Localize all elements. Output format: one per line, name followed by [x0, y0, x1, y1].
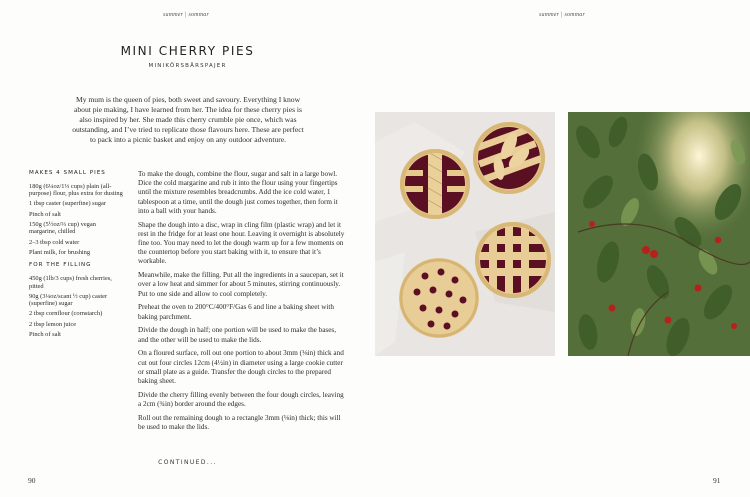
page-number-right: 91	[713, 476, 721, 485]
ingredients-column	[29, 170, 124, 341]
pie-lattice	[475, 222, 551, 298]
running-head: summer | sommar	[163, 12, 209, 18]
ingredient-item: 90g (3¼oz/scant ½ cup) caster (superfine) sugar	[29, 292, 108, 308]
recipe-title: MINI CHERRY PIES	[120, 44, 255, 58]
ingredient-item: Pinch of salt	[29, 330, 61, 338]
pie-leaves	[473, 122, 545, 194]
recipe-subtitle: MINIKÖRSBÄRSPAJER	[148, 63, 227, 69]
method-step: Preheat the oven to 200°C/400°F/Gas 6 and line a baking sheet with baking parchment.	[138, 303, 334, 321]
ingredients-list-filling	[29, 275, 124, 339]
right-page	[375, 0, 750, 497]
page-number-left: 90	[28, 476, 36, 485]
continued-label: CONTINUED...	[158, 459, 217, 466]
method-step: Shape the dough into a disc, wrap in cling film (plastic wrap) and let it rest in the fridge for at least one hour. Leaving it overnight is absolutely fine too. You may need to let the dough warm up for a few moments on the countertop before you start baking with it, to ensure that it’s workable.	[138, 220, 345, 266]
method-step: To make the dough, combine the flour, sugar and salt in a large bowl. Dice the cold margarine and rub it into the flour using your fingertips until the mixture resembles breadcrumbs. Add the ice cold water, 1 tablespoon at a time, until the dough just comes together, then form it into a ball with your hands.	[138, 170, 338, 215]
ingredient-item: Pinch of salt	[29, 210, 61, 218]
cherry-pies-illustration	[375, 112, 555, 356]
method-column	[138, 170, 348, 437]
ingredients-list-dough	[29, 183, 124, 257]
pie-dotted	[399, 258, 479, 338]
ingredient-item: 1 tbsp caster (superfine) sugar	[29, 200, 107, 208]
method-step: Meanwhile, make the filling. Put all the ingredients in a saucepan, set it over a low heat and simmer for about 5 minutes, stirring continuously. Put to one side and allow to cool completely.	[138, 271, 344, 298]
method-step: On a floured surface, roll out one portion to about 3mm (⅛in) thick and cut out four circles 12cm (4½in) in diameter using a large cookie cutter or small plate as a guide. Transfer the dough circles to the prepared baking sheet.	[138, 349, 344, 386]
ingredients-heading-filling: FOR THE FILLING	[29, 262, 92, 269]
ingredient-item: 2–3 tbsp cold water	[29, 238, 80, 246]
cherry-pies-photo	[375, 112, 555, 356]
recipe-intro: My mum is the queen of pies, both sweet and savoury. Everything I know about pie making, I have learned from her. The idea for these cherry pies is also inspired by her. She made this cherry crumble pie once, which was outstanding, and I’ve tried to replicate those flavours here. These are perfect to pack into a picnic basket and enjoy on any outdoor adventure.	[72, 95, 304, 144]
method-step: Divide the cherry filling evenly between the four dough circles, leaving a 2cm (¾in) border around the edges.	[138, 390, 344, 409]
cherry-tree-illustration	[568, 112, 750, 356]
ingredient-item: 150g (5½oz/⅔ cup) vegan margarine, chilled	[29, 220, 96, 236]
ingredient-item: 450g (1lb/3 cups) fresh cherries, pitted	[29, 274, 112, 290]
ingredient-item: Plant milk, for brushing	[29, 248, 91, 256]
method-step: Roll out the remaining dough to a rectangle 3mm (⅛in) thick; this will be used to make the lids.	[138, 413, 341, 432]
ingredient-item: 180g (6¼oz/1⅓ cups) plain (all-purpose) flour, plus extra for dusting	[29, 182, 123, 198]
ingredients-heading-dough: MAKES 4 SMALL PIES	[29, 170, 106, 176]
method-step: Divide the dough in half; one portion will be used to make the bases, and the other will be used to make the lids.	[138, 326, 337, 344]
ingredient-item: 2 tbsp cornflour (cornstarch)	[29, 310, 103, 318]
running-head: summer | sommar	[539, 12, 585, 18]
cherry-tree-photo	[568, 112, 750, 356]
ingredient-item: 2 tbsp lemon juice	[29, 320, 77, 328]
